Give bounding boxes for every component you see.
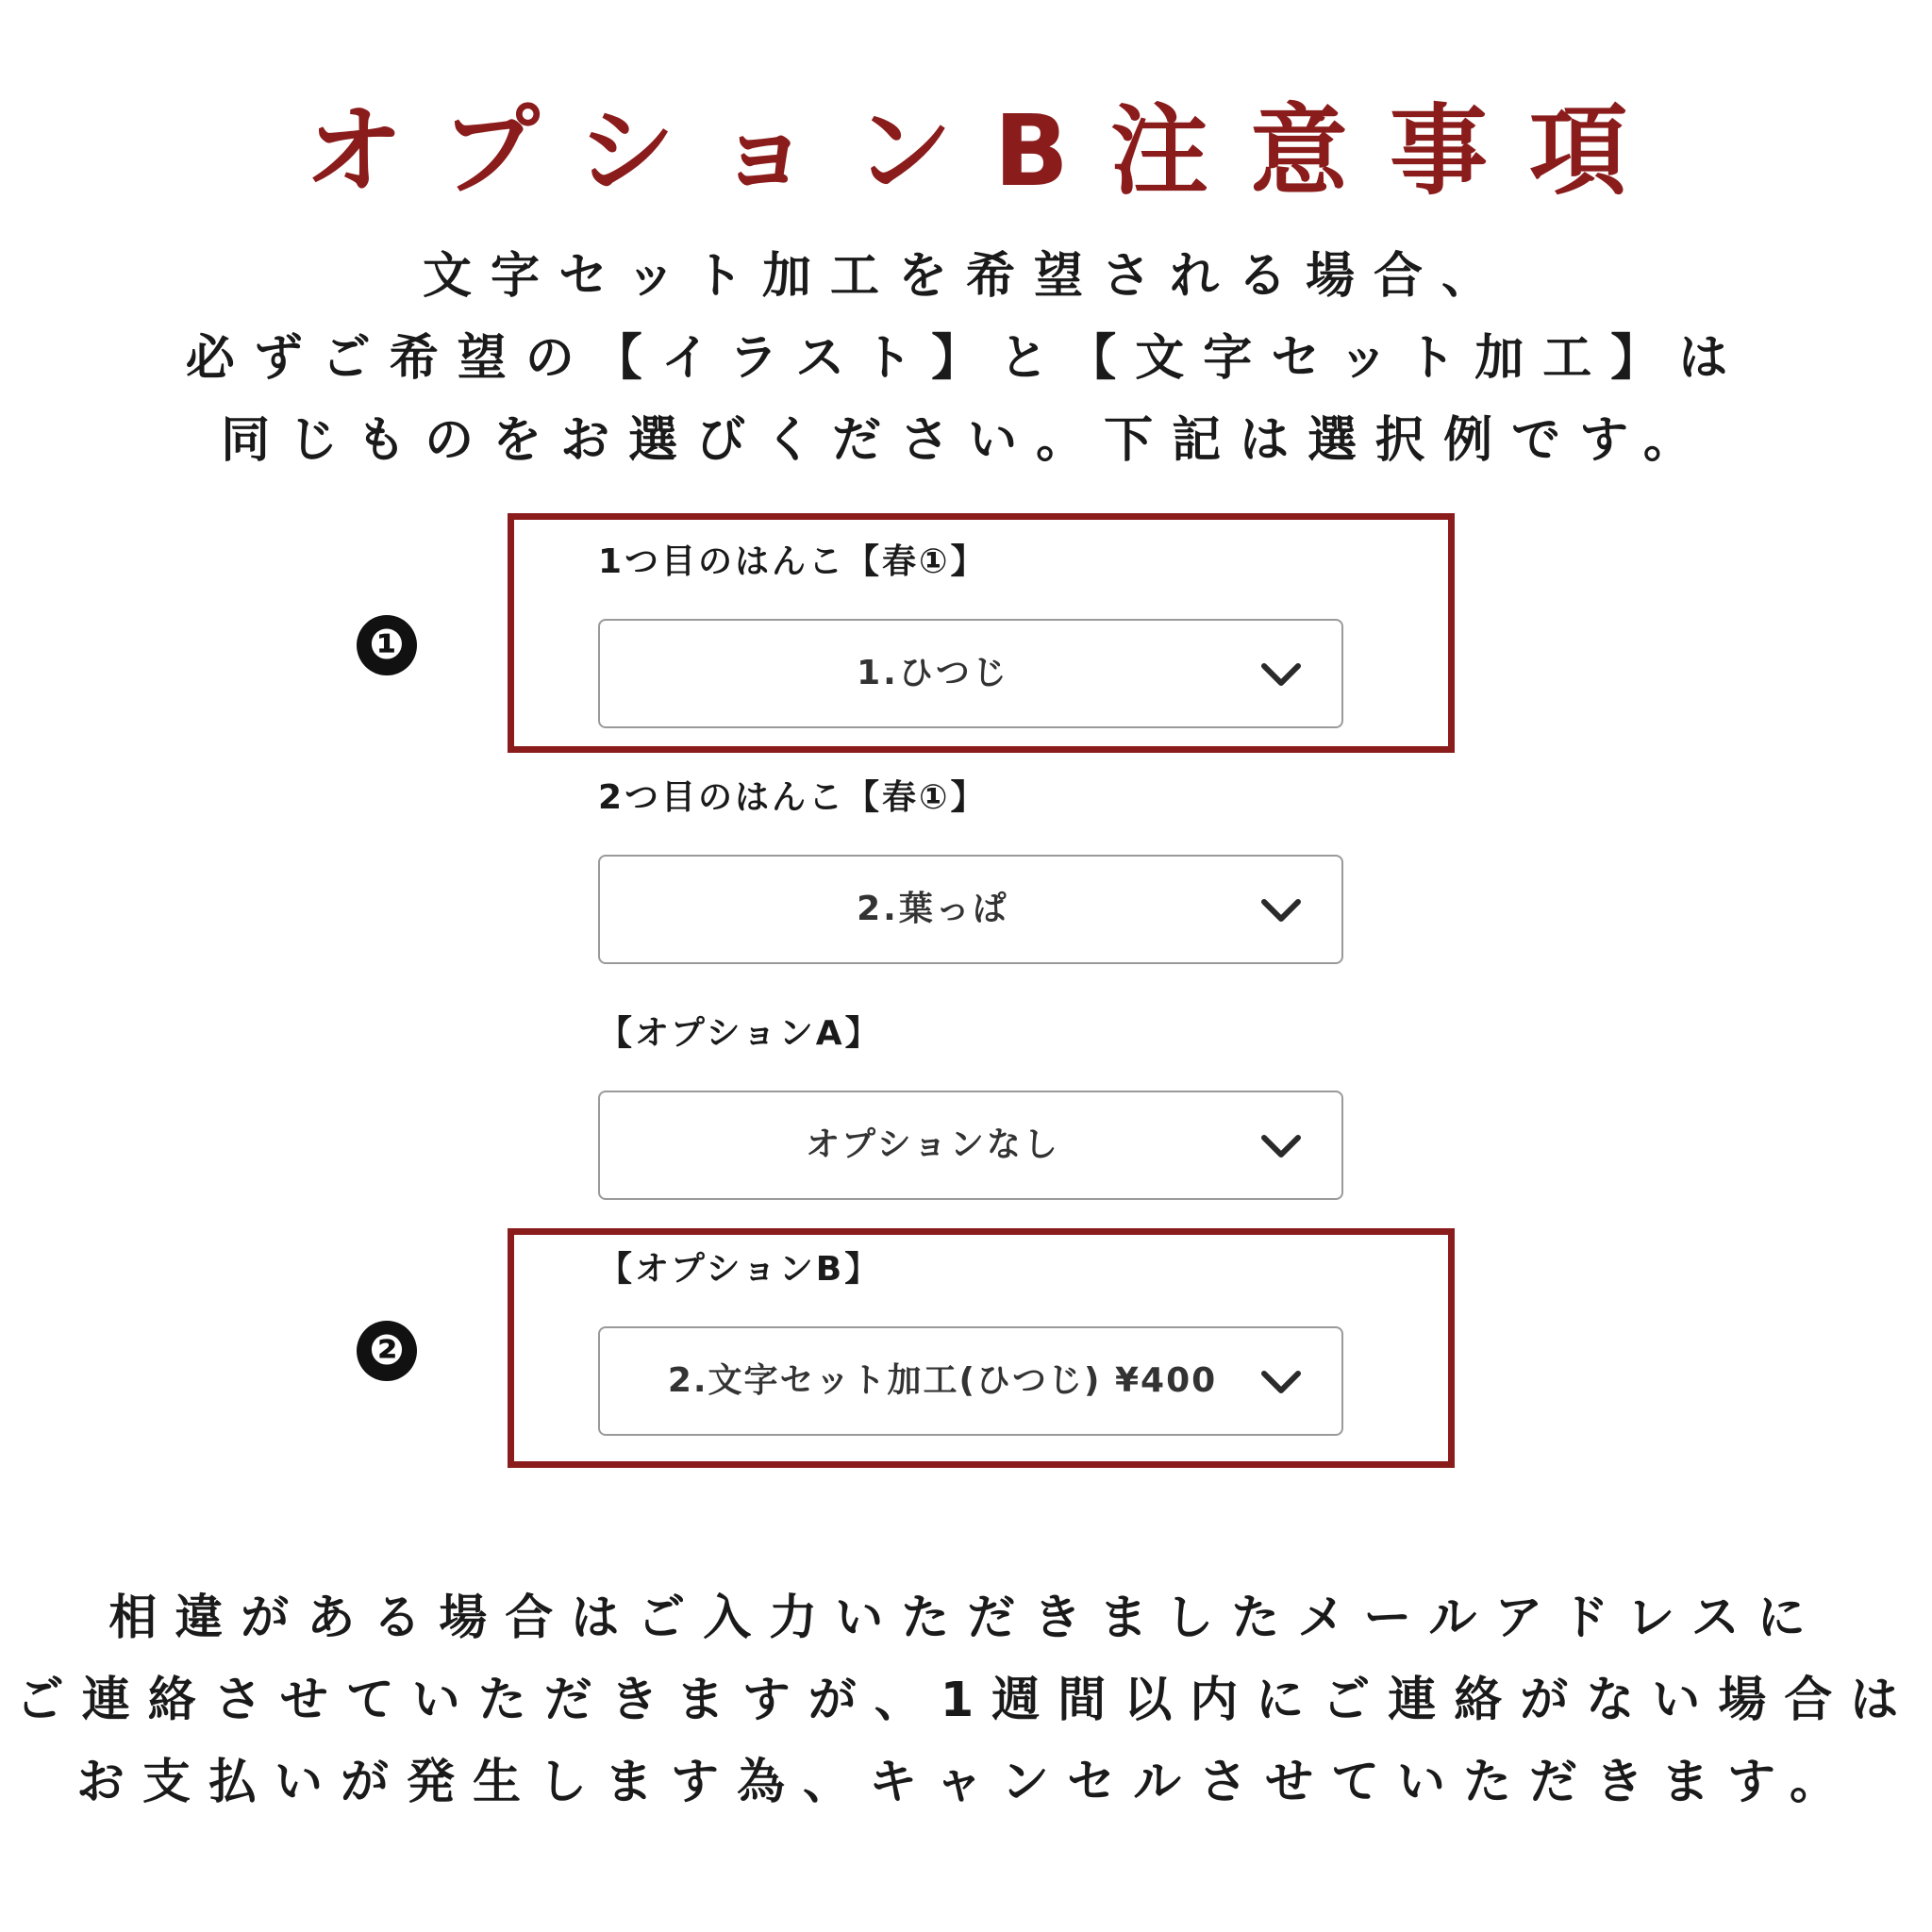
option-a-label: 【オプションA】 xyxy=(598,1014,882,1053)
option-b-select-value: 2.文字セット加工(ひつじ) ¥400 xyxy=(667,1361,1218,1400)
step-badge-2: ❷ xyxy=(357,1321,417,1381)
footer-line: お支払いが発生します為、キャンセルさせていただきます。 xyxy=(76,1755,1856,1810)
option-b-select[interactable] xyxy=(598,1326,1343,1436)
first-stamp-select[interactable] xyxy=(598,619,1343,728)
second-stamp-label: 2つ目のはんこ【春①】 xyxy=(598,778,988,817)
footer-line: ご連絡させていただきますが、1週間以内にご連絡がない場合は xyxy=(15,1673,1917,1728)
chevron-down-icon xyxy=(1258,883,1304,936)
chevron-down-icon xyxy=(1258,647,1304,700)
option-b-label: 【オプションB】 xyxy=(598,1250,882,1289)
option-a-select-value: オプションなし xyxy=(806,1125,1060,1164)
chevron-down-icon xyxy=(1258,1355,1304,1407)
footer-line: 相違がある場合はご入力いただきましたメールアドレスに xyxy=(108,1591,1824,1646)
intro-text xyxy=(0,236,1932,482)
second-stamp-select-value: 2.葉っぱ xyxy=(857,890,1009,928)
footer-notice xyxy=(0,1577,1932,1824)
intro-line: 同じものをお選びください。下記は選択例です。 xyxy=(221,412,1711,469)
first-stamp-label: 1つ目のはんこ【春①】 xyxy=(598,542,988,581)
second-stamp-select[interactable] xyxy=(598,855,1343,964)
option-a-select[interactable] xyxy=(598,1091,1343,1200)
intro-line: 文字セット加工を希望される場合、 xyxy=(422,248,1509,305)
page-title: オプションB注意事項 xyxy=(305,93,1669,208)
intro-line: 必ずご希望の【イラスト】と【文字セット加工】は xyxy=(185,330,1747,387)
first-stamp-select-value: 1.ひつじ xyxy=(857,654,1009,692)
step-badge-1: ❶ xyxy=(357,615,417,675)
chevron-down-icon xyxy=(1258,1119,1304,1172)
